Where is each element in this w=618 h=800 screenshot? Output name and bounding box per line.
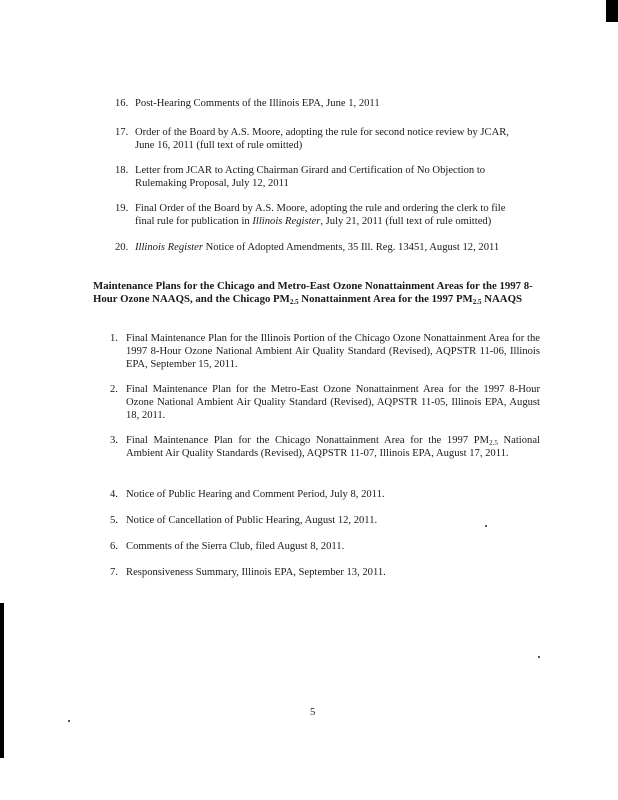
item-number: 5.	[110, 515, 118, 526]
item-number: 20.	[115, 242, 129, 253]
item-number: 2.	[110, 384, 118, 395]
italic-title: Illinois Register	[252, 216, 321, 228]
item-number: 16.	[115, 98, 129, 109]
list-item	[115, 164, 525, 190]
list-item	[110, 514, 540, 527]
list-item	[115, 126, 525, 152]
list-item	[115, 202, 525, 228]
item-text: Final Maintenance Plan for the Chicago Nonattainment Area for the 1997 $PM_{2.5}$ National Ambient Air Quality Standards (Revised), AQPSTR 11-07, Illinois EPA, August 17, 2011.	[126, 435, 540, 460]
item-text: Responsiveness Summary, Illinois EPA, September 13, 2011.	[126, 567, 386, 578]
list-item	[110, 383, 540, 423]
item-text: Final Maintenance Plan for the Illinois Portion of the Chicago Ozone Nonattainment Area for the 1997 8-Hour Ozone National Ambient Air Quality Standard (Revised), AQPSTR 11-06, Illinois EPA, September 15, 2011.	[126, 333, 540, 371]
item-text: Illinois Register Notice of Adopted Amendments, 35 Ill. Reg. 13451, August 12, 2011	[135, 242, 500, 253]
list-item	[110, 332, 540, 372]
item-text: Notice of Cancellation of Public Hearing, August 12, 2011.	[126, 515, 378, 526]
item-text: Order of the Board by A.S. Moore, adopting the rule for second notice review by JCAR, June 16, 2011 (full text of rule omitted)	[135, 127, 509, 152]
section-heading: Maintenance Plans for the Chicago and Metro-East Ozone Nonattainment Areas for the 1997 8-Hour Ozone NAAQS, and the Chicago $PM_{2.5}$ Nonattainment Area for the 1997 $PM_{2.5}$ NAAQS	[93, 280, 533, 307]
list-item	[115, 241, 525, 254]
scan-speck	[538, 656, 540, 658]
list-item	[110, 488, 540, 501]
scan-corner-mark	[606, 0, 618, 22]
page-number: 5	[310, 707, 316, 718]
italic-title: Illinois Register	[135, 242, 203, 253]
item-text: Post-Hearing Comments of the Illinois EPA, June 1, 2011	[135, 98, 380, 109]
item-number: 19.	[115, 203, 129, 214]
item-text: Final Maintenance Plan for the Metro-East Ozone Nonattainment Area for the 1997 8-Hour Ozone National Ambient Air Quality Standard (Revised), AQPSTR 11-05, Illinois EPA, August 18, 2011.	[126, 384, 540, 422]
list-item	[110, 540, 540, 553]
item-number: 17.	[115, 127, 129, 138]
item-text: Letter from JCAR to Acting Chairman Girard and Certification of No Objection to Rulemaking Proposal, July 12, 2011	[135, 165, 486, 190]
list-item	[115, 97, 525, 110]
item-number: 3.	[110, 435, 118, 446]
item-text: Comments of the Sierra Club, filed August 8, 2011.	[126, 541, 345, 552]
item-text: Notice of Public Hearing and Comment Period, July 8, 2011.	[126, 489, 385, 500]
item-number: 6.	[110, 541, 118, 552]
list-item	[110, 566, 540, 579]
item-text: Final Order of the Board by A.S. Moore, adopting the rule and ordering the clerk to file final rule for publication in Illinois Register, July 21, 2011 (full text of rule omitted)	[135, 203, 506, 228]
list-item	[110, 434, 540, 460]
item-number: 7.	[110, 567, 118, 578]
item-number: 1.	[110, 333, 118, 344]
scan-edge-bar	[0, 603, 4, 758]
scan-speck	[68, 720, 70, 722]
item-number: 18.	[115, 165, 129, 176]
item-number: 4.	[110, 489, 118, 500]
